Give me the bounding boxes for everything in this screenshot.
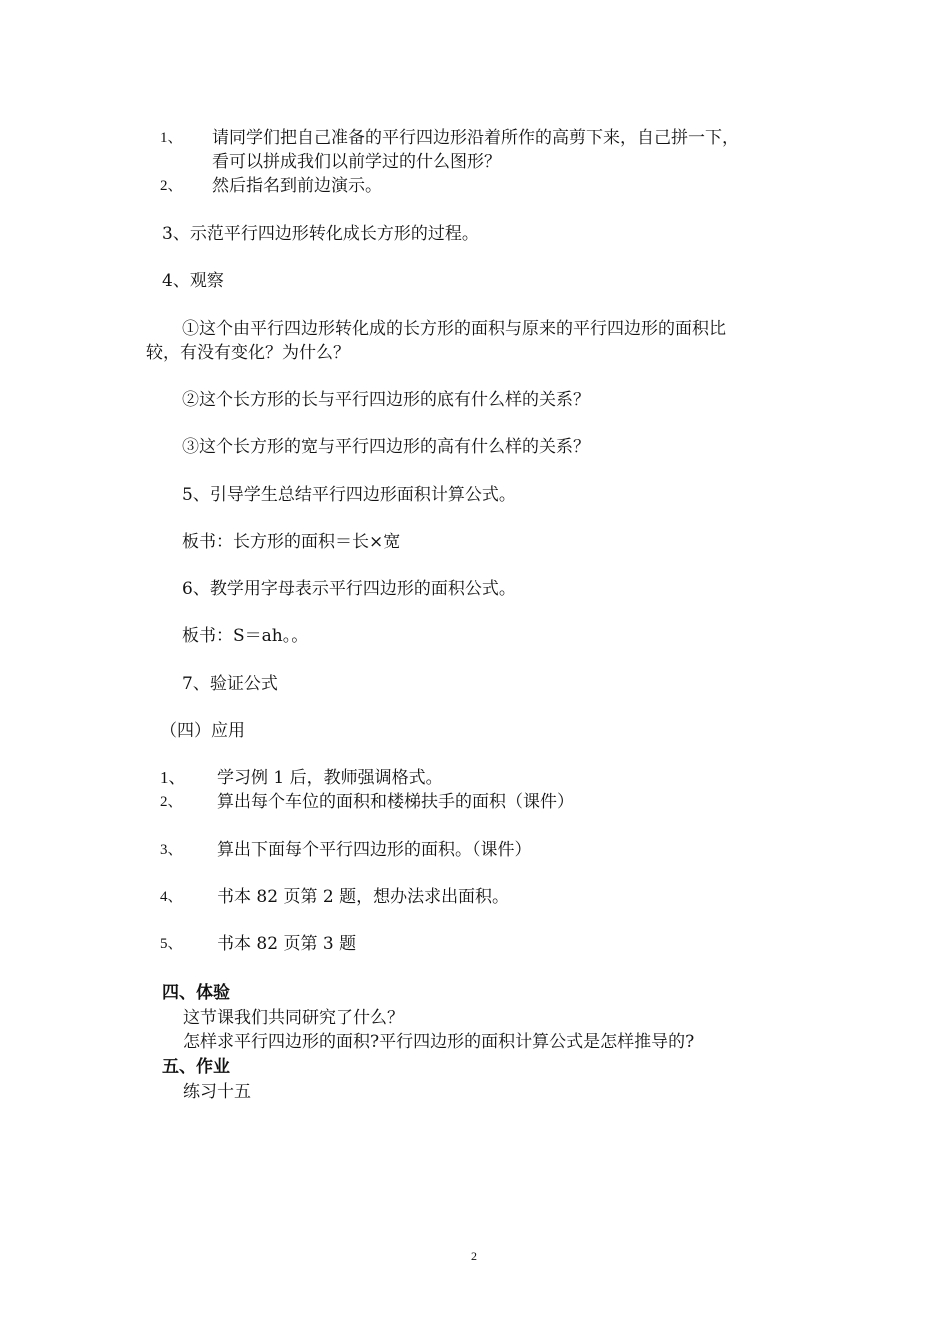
step-1-number: 1、 [160, 130, 183, 146]
apply-item-1-text: 学习例 1 后，教师强调格式。 [217, 768, 443, 788]
apply-item-1-number: 1、 [160, 768, 186, 787]
apply-item-2-text: 算出每个车位的面积和楼梯扶手的面积（课件） [217, 792, 574, 812]
observation-3: ③这个长方形的宽与平行四边形的高有什么样的关系？ [182, 437, 590, 457]
observation-1-line-1: ①这个由平行四边形转化成的长方形的面积与原来的平行四边形的面积比 [182, 319, 726, 339]
experience-line-2: 怎样求平行四边形的面积?平行四边形的面积计算公式是怎样推导的? [183, 1032, 695, 1052]
step-2-number: 2、 [160, 178, 183, 194]
step-1-line-2: 看可以拼成我们以前学过的什么图形？ [212, 152, 501, 172]
board-writing-1: 板书：长方形的面积＝长×宽 [182, 532, 401, 552]
step-3-text: 3、示范平行四边形转化成长方形的过程。 [162, 224, 479, 244]
apply-item-3-number: 3、 [160, 842, 183, 858]
apply-item-5-number: 5、 [160, 936, 183, 952]
step-7-text: 7、验证公式 [182, 674, 278, 694]
step-1-line-1: 请同学们把自己准备的平行四边形沿着所作的高剪下来，自己拼一下， [212, 128, 739, 148]
step-4-text: 4、观察 [162, 271, 224, 291]
homework-line-1: 练习十五 [183, 1082, 251, 1102]
step-2-text: 然后指名到前边演示。 [212, 176, 382, 196]
apply-heading: （四）应用 [160, 721, 245, 741]
experience-heading: 四、体验 [162, 983, 230, 1003]
homework-heading: 五、作业 [162, 1057, 230, 1077]
observation-1-line-2: 较，有没有变化？为什么？ [146, 343, 350, 363]
observation-2: ②这个长方形的长与平行四边形的底有什么样的关系？ [182, 390, 590, 410]
step-6-text: 6、教学用字母表示平行四边形的面积公式。 [182, 579, 516, 599]
apply-item-4-number: 4、 [160, 889, 183, 905]
apply-item-2-number: 2、 [160, 794, 183, 810]
apply-item-4-text: 书本 82 页第 2 题，想办法求出面积。 [217, 887, 510, 907]
board-writing-2: 板书：S＝ah。。 [182, 626, 309, 646]
apply-item-5-text: 书本 82 页第 3 题 [217, 934, 357, 954]
step-5-text: 5、引导学生总结平行四边形面积计算公式。 [182, 485, 516, 505]
experience-line-1: 这节课我们共同研究了什么？ [183, 1008, 404, 1028]
apply-item-3-text: 算出下面每个平行四边形的面积。（课件） [217, 840, 532, 860]
page-number: 2 [471, 1249, 477, 1263]
